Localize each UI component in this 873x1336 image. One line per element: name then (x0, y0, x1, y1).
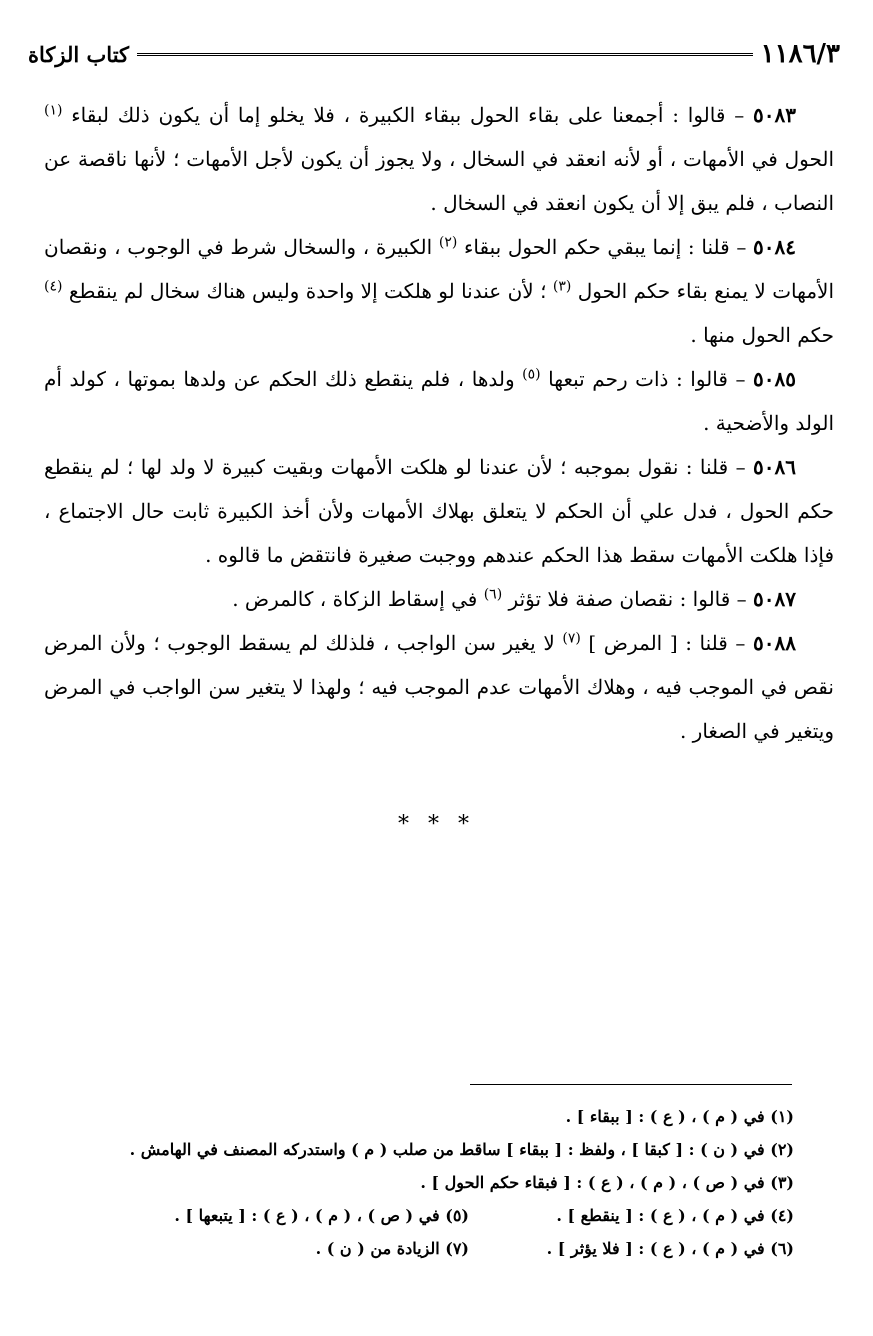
footnote-row (44, 1199, 794, 1232)
page-header (28, 34, 840, 74)
paragraph-text: في إسقاط الزكاة ، كالمرض . (232, 587, 484, 611)
page-number: ١١٨٦/٣ (760, 39, 840, 69)
paragraph (44, 621, 834, 753)
footnote-5: (٥) في ( ص ) ، ( م ) ، ( ع ) : [ يتبعها ] . (174, 1206, 469, 1225)
paragraph-text: – قالوا : نقصان صفة فلا تؤثر (502, 587, 754, 611)
paragraph-text: الكبيرة ، والسخال شرط في الوجوب ، ونقصان الأمهات لا يمنع بقاء حكم الحول (44, 235, 835, 303)
paragraph-text: ؛ لأن عندنا لو هلكت إلا واحدة وليس هناك سخال لم ينقطع (62, 279, 553, 303)
footnote-row (44, 1232, 794, 1265)
footnotes (44, 1100, 794, 1265)
footnote-1: (١) في ( م ) ، ( ع ) : [ ببقاء ] . (565, 1107, 794, 1126)
paragraph-text: حكم الحول منها . (690, 323, 834, 347)
paragraph-text: – قلنا : نقول بموجبه ؛ لأن عندنا لو هلكت الأمهات وبقيت كبيرة لا ولد لها ؛ لم ينقطع حكم الحول ، فدل علي أن الحكم لا يتعلق بهلاك الأمهات ولأن أخذ الكبيرة ثابت حال الاجتماع ، فإذا هلكت الأمهات سقط هذا الحكم عندهم ووجبت صغيرة فانتقض ما قالوه . (44, 455, 834, 567)
footnote-2: (٢) في ( ن ) : [ كبقا ] ، ولفظ : [ ببقاء ] ساقط من صلب ( م ) واستدركه المصنف في الهامش . (129, 1140, 794, 1159)
section-separator: * * * (398, 812, 475, 837)
paragraph-text: – قالوا : أجمعنا على بقاء الحول ببقاء الكبيرة ، فلا يخلو إما أن يكون ذلك لبقاء (62, 103, 754, 127)
footnote-marker: (٧) (562, 630, 581, 647)
paragraph (44, 93, 834, 225)
paragraph-number: ٥٠٨٤ (753, 235, 797, 259)
footnote-3: (٣) في ( ص ) ، ( م ) ، ( ع ) : [ فبقاء حكم الحول ] . (420, 1173, 794, 1192)
paragraph (44, 357, 834, 445)
footnote-marker: (١) (44, 102, 63, 119)
paragraph-text: – قالوا : ذات رحم تبعها (540, 367, 754, 391)
paragraph-text: الحول في الأمهات ، أو لأنه انعقد في السخال ، ولا يجوز أن يكون لأجل الأمهات ؛ لأنها ناقصة عن النصاب ، فلم يبق إلا أن يكون انعقد في السخال . (44, 147, 835, 215)
footnote-marker: (٣) (552, 278, 572, 295)
paragraph-number: ٥٠٨٥ (753, 367, 796, 391)
paragraph (44, 445, 834, 577)
paragraph-text: ولدها ، فلم ينقطع ذلك الحكم عن ولدها بموتها ، كولد أم الولد والأضحية . (44, 367, 834, 435)
paragraph-text: – قلنا : [ المرض ] (580, 631, 754, 655)
footnote-marker: (٦) (483, 586, 503, 603)
paragraph-text: – قلنا : إنما يبقي حكم الحول ببقاء (457, 235, 754, 259)
footnote-4: (٤) في ( م ) ، ( ع ) : [ ينقطع ] . (556, 1206, 794, 1225)
header-rule (137, 53, 753, 56)
footnote-marker: (٥) (522, 366, 541, 383)
footnote-6: (٦) في ( م ) ، ( ع ) : [ فلا يؤثر ] . (546, 1239, 794, 1258)
paragraph-number: ٥٠٨٣ (753, 103, 796, 127)
chapter-title: كتاب الزكاة (28, 41, 130, 67)
paragraph-text: لا يغير سن الواجب ، فلذلك لم يسقط الوجوب ؛ ولأن المرض نقص في الموجب فيه ، وهلاك الأمهات عدم الموجب فيه ؛ ولهذا لا يتغير سن الواجب في المرض ويتغير في الصغار . (44, 631, 834, 743)
paragraph-number: ٥٠٨٧ (753, 587, 796, 611)
footnote-marker: (٢) (438, 234, 458, 251)
paragraph-number: ٥٠٨٨ (753, 631, 796, 655)
footnote-rule (470, 1084, 792, 1085)
main-text (44, 93, 834, 753)
footnote-7: (٧) الزيادة من ( ن ) . (315, 1239, 469, 1258)
paragraph-number: ٥٠٨٦ (753, 455, 796, 479)
footnote-marker: (٤) (44, 278, 63, 295)
paragraph (44, 577, 834, 621)
paragraph (44, 225, 834, 357)
